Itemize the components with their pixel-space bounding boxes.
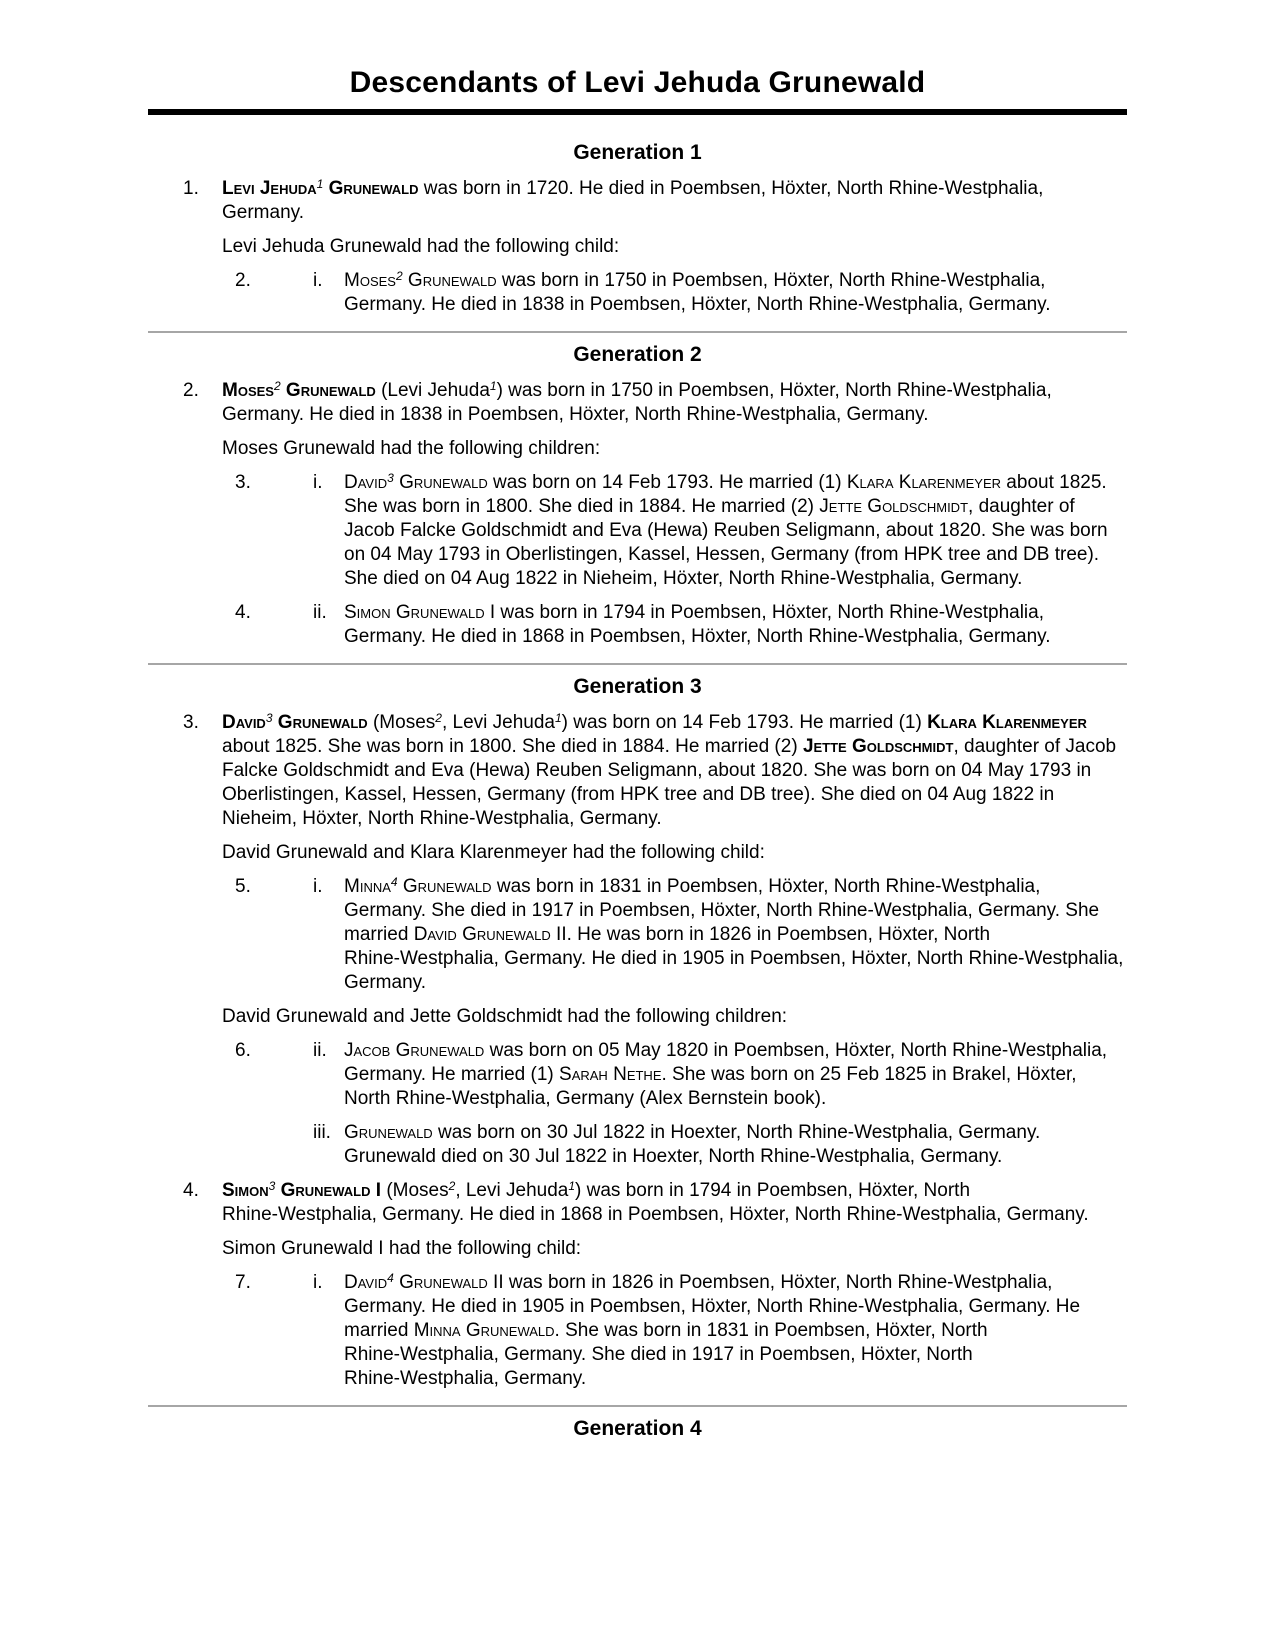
text-run: was born on 30 Jul 1822 in Hoexter, North Rhine‑Westphalia, Germany. Grunewald died on 30 Jul 1822 in Hoexter, North Rhine‑Westphalia, Germany. xyxy=(344,1122,1041,1167)
person-entry-number: 4. xyxy=(183,1180,199,1201)
child-entry-text xyxy=(344,1271,1127,1391)
person-entry-text xyxy=(222,177,1127,225)
name-smallcaps: Simon Grunewald I xyxy=(344,602,496,623)
page-title: Descendants of Levi Jehuda Grunewald xyxy=(349,66,926,99)
generation-section-2 xyxy=(148,331,1127,649)
person-entry xyxy=(148,1179,1127,1227)
name-smallcaps: Grunewald xyxy=(344,1122,433,1143)
child-entry-number: 7. xyxy=(235,1272,251,1293)
child-entry xyxy=(235,1271,1127,1391)
name-smallcaps: David xyxy=(344,1272,388,1293)
generation-superscript: 2 xyxy=(448,1179,456,1193)
person-entry-number: 2. xyxy=(183,380,199,401)
section-divider-rule xyxy=(148,331,1127,333)
name-smallcaps: Jacob Grunewald xyxy=(344,1040,485,1061)
child-entry-number: 3. xyxy=(235,472,251,493)
child-entry-text xyxy=(344,471,1127,591)
narrative-text: Simon Grunewald I had the following child: xyxy=(222,1238,582,1259)
text-run: about 1825. She was born in 1800. She died in 1884. He married (2) xyxy=(222,736,803,757)
section-divider-rule xyxy=(148,1405,1127,1407)
text-run: was born on 14 Feb 1793. He married (1) xyxy=(487,472,847,493)
text-run: , Levi Jehuda xyxy=(441,712,555,733)
child-entry xyxy=(235,471,1127,591)
child-entry-number: 4. xyxy=(235,602,251,623)
child-entry xyxy=(235,875,1127,995)
child-entry-number: 5. xyxy=(235,876,251,897)
title-rule xyxy=(148,109,1127,115)
name-smallcaps: Grunewald II xyxy=(393,1272,504,1293)
generation-heading: Generation 3 xyxy=(573,675,702,698)
child-entry xyxy=(235,269,1127,317)
generation-superscript: 2 xyxy=(273,379,281,393)
generation-superscript: 3 xyxy=(268,1179,276,1193)
name-smallcaps: David Grunewald II xyxy=(413,924,567,945)
person-entry xyxy=(148,379,1127,427)
text-run: , Levi Jehuda xyxy=(455,1180,569,1201)
child-entry xyxy=(235,1121,1127,1169)
person-entry-number: 3. xyxy=(183,712,199,733)
generation-superscript: 2 xyxy=(435,711,442,725)
name-smallcaps: Klara Klarenmeyer xyxy=(846,472,1002,493)
generation-superscript: 2 xyxy=(395,269,403,283)
child-roman-numeral: ii. xyxy=(313,1040,327,1061)
text-run: . She was born in 1831 in Poembsen, Höxter, North Rhine‑Westphalia, Germany. She died in 1917 in Poembsen, Höxter, North Rhine‑Westphalia, Germany. xyxy=(344,1320,988,1389)
name-smallcaps: Grunewald xyxy=(397,876,492,897)
child-roman-numeral: iii. xyxy=(313,1122,331,1143)
text-run: was born in 1826 in Poembsen, Höxter, North Rhine‑Westphalia, Germany. He died in 1905 in Poembsen, Höxter, North Rhine‑Westphalia, Germany. He married xyxy=(344,1272,1081,1341)
name-smallcaps: David xyxy=(344,472,388,493)
name-smallcaps: Jette Goldschmidt xyxy=(819,496,969,517)
section-divider-rule xyxy=(148,663,1127,665)
child-roman-numeral: i. xyxy=(313,1272,323,1293)
name-bold-smallcaps: Grunewald xyxy=(323,178,419,199)
text-run: ) was born in 1750 in Poembsen, Höxter, North Rhine‑Westphalia, Germany. He died in 1838 in Poembsen, Höxter, North Rhine‑Westphalia, Germany. xyxy=(222,380,1052,425)
name-bold-smallcaps: Grunewald xyxy=(272,712,368,733)
generation-superscript: 3 xyxy=(265,711,273,725)
text-run: . She was born on 25 Feb 1825 in Brakel, Höxter, North Rhine‑Westphalia, Germany (Alex Bernstein book). xyxy=(344,1064,1077,1109)
name-bold-smallcaps: Grunewald xyxy=(280,380,376,401)
text-run: (Levi Jehuda xyxy=(375,380,490,401)
child-roman-numeral: i. xyxy=(313,472,323,493)
narrative-text: David Grunewald and Jette Goldschmidt had the following children: xyxy=(222,1006,788,1027)
child-entry-number: 6. xyxy=(235,1040,251,1061)
name-bold-smallcaps: Levi Jehuda xyxy=(222,178,317,199)
child-entry-text xyxy=(344,269,1127,317)
child-entry xyxy=(235,601,1127,649)
name-smallcaps: Minna Grunewald xyxy=(413,1320,555,1341)
text-run: (Moses xyxy=(367,712,436,733)
child-entry-text xyxy=(344,875,1127,995)
person-entry xyxy=(148,711,1127,831)
name-smallcaps: Sarah Nethe xyxy=(559,1064,662,1085)
text-run: . He was born in 1826 in Poembsen, Höxter, North Rhine‑Westphalia, Germany. He died in 1905 in Poembsen, Höxter, North Rhine‑Westphalia, Germany. xyxy=(344,924,1124,993)
name-smallcaps: Grunewald xyxy=(393,472,488,493)
generation-heading: Generation 2 xyxy=(573,343,702,366)
text-run: was born in 1831 in Poembsen, Höxter, North Rhine‑Westphalia, Germany. She died in 1917 in Poembsen, Höxter, North Rhine‑Westphalia, Germany. She married xyxy=(344,876,1100,945)
document-content xyxy=(148,141,1127,1441)
generation-superscript: 1 xyxy=(554,711,562,725)
text-run: (Moses xyxy=(381,1180,449,1201)
generation-superscript: 1 xyxy=(489,379,497,393)
text-run: ) was born on 14 Feb 1793. He married (1) xyxy=(561,712,928,733)
text-run: was born in 1720. He died in Poembsen, Höxter, North Rhine‑Westphalia, Germany. xyxy=(222,178,1044,223)
text-run: , daughter of Jacob Falcke Goldschmidt and Eva (Hewa) Reuben Seligmann, about 1820. She was born on 04 May 1793 in Oberlistingen, Kassel, Hessen, Germany (from HPK tree and DB tree). She died on 04 Aug 1822 in Nieheim, Höxter, North Rhine‑Westphalia, Germany. xyxy=(222,736,1117,829)
child-entry-number: 2. xyxy=(235,270,251,291)
child-roman-numeral: ii. xyxy=(313,602,327,623)
text-run: , daughter of Jacob Falcke Goldschmidt and Eva (Hewa) Reuben Seligmann, about 1820. She was born on 04 May 1793 in Oberlistingen, Kassel, Hessen, Germany (from HPK tree and DB tree). She died on 04 Aug 1822 in Nieheim, Höxter, North Rhine‑Westphalia, Germany. xyxy=(344,496,1108,589)
name-bold-smallcaps: Simon xyxy=(222,1180,269,1201)
person-entry-text xyxy=(222,1179,1127,1227)
child-entry-text xyxy=(344,601,1127,649)
generation-superscript: 4 xyxy=(387,1271,394,1285)
child-entry xyxy=(235,1039,1127,1111)
generation-heading: Generation 1 xyxy=(573,141,702,164)
name-bold-smallcaps: Jette Goldschmidt xyxy=(802,736,954,757)
generation-superscript: 3 xyxy=(387,471,394,485)
person-entry-text xyxy=(222,711,1127,831)
generation-superscript: 1 xyxy=(568,1179,576,1193)
child-entry-text xyxy=(344,1121,1127,1169)
narrative-text: Moses Grunewald had the following children: xyxy=(222,438,601,459)
generation-heading: Generation 4 xyxy=(573,1417,702,1440)
text-run: about 1825. She was born in 1800. She died in 1884. He married (2) xyxy=(344,472,1107,517)
person-entry-text xyxy=(222,379,1127,427)
generation-superscript: 1 xyxy=(316,177,324,191)
text-run: was born in 1750 in Poembsen, Höxter, North Rhine‑Westphalia, Germany. He died in 1838 in Poembsen, Höxter, North Rhine‑Westphalia, Germany. xyxy=(344,270,1051,315)
child-entry-text xyxy=(344,1039,1127,1111)
name-bold-smallcaps: Klara Klarenmeyer xyxy=(927,712,1087,733)
person-entry-number: 1. xyxy=(183,178,199,199)
narrative-text: Levi Jehuda Grunewald had the following child: xyxy=(222,236,620,257)
name-bold-smallcaps: David xyxy=(222,712,266,733)
name-smallcaps: Minna xyxy=(344,876,391,897)
child-entry-number xyxy=(235,1121,313,1169)
generation-section-1 xyxy=(148,141,1127,317)
person-entry xyxy=(148,177,1127,225)
generation-section-3 xyxy=(148,663,1127,1391)
generation-section-4 xyxy=(148,1405,1127,1441)
generation-superscript: 4 xyxy=(390,875,398,889)
narrative-text: David Grunewald and Klara Klarenmeyer had the following child: xyxy=(222,842,765,863)
child-roman-numeral: i. xyxy=(313,876,323,897)
name-bold-smallcaps: Grunewald I xyxy=(275,1180,382,1201)
text-run: ) was born in 1794 in Poembsen, Höxter, North Rhine‑Westphalia, Germany. He died in 1868 in Poembsen, Höxter, North Rhine‑Westphalia, Germany. xyxy=(222,1180,1089,1225)
child-roman-numeral: i. xyxy=(313,270,323,291)
name-smallcaps: Moses xyxy=(344,270,396,291)
name-bold-smallcaps: Moses xyxy=(222,380,274,401)
name-smallcaps: Grunewald xyxy=(402,270,497,291)
text-run: was born on 05 May 1820 in Poembsen, Höxter, North Rhine‑Westphalia, Germany. He married (1) xyxy=(344,1040,1108,1085)
text-run: was born in 1794 in Poembsen, Höxter, North Rhine‑Westphalia, Germany. He died in 1868 in Poembsen, Höxter, North Rhine‑Westphalia, Germany. xyxy=(344,602,1051,647)
